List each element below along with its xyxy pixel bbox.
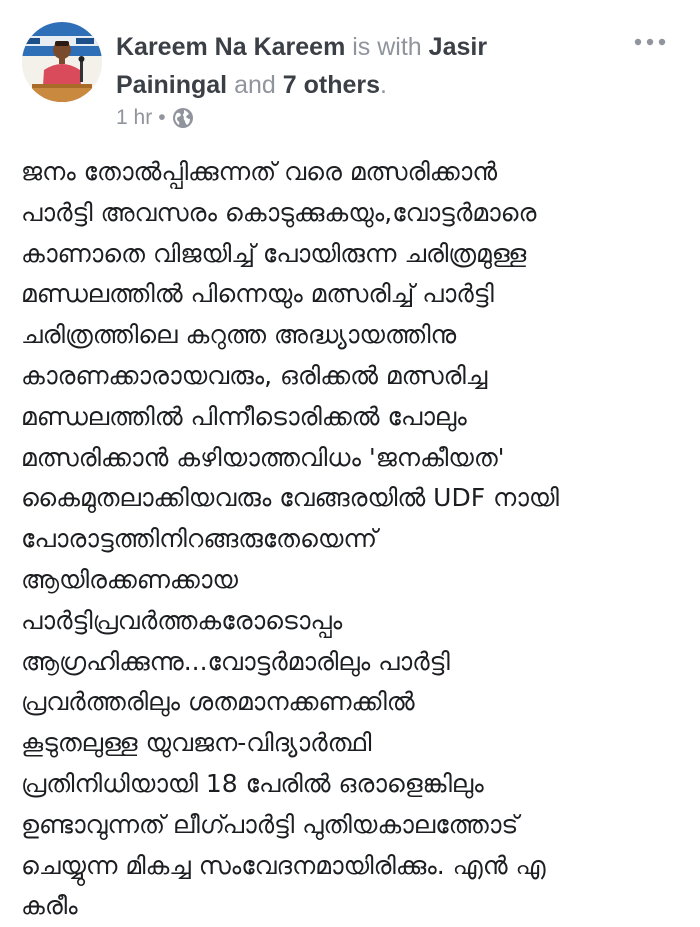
post-text-line: ജനം തോൽപ്പിക്കുന്നത് വരെ മത്സരിക്കാൻ [21,157,498,186]
and-text: and [234,71,276,99]
post-text-line: പ്രവർത്തരിലും ശതമാനക്കണക്കിൽ [21,687,415,717]
tagged-others-link[interactable]: 7 others [282,71,381,99]
avatar-photo [22,22,102,102]
post-header [0,0,700,140]
post-text-line: ആയിരക്കണക്കായ [21,564,238,594]
post-text-line: കൂടുതലുള്ള യുവജന-വിദ്യാർത്ഥി [21,728,372,758]
post-body [21,152,686,927]
post-meta [116,103,194,133]
tagged-user-link[interactable]: Jasir Painingal [116,33,488,99]
post-text-line: കാണാതെ വിജയിച്ച് പോയിരുന്ന ചരിത്രമുള്ള [21,238,527,268]
period-text: . [380,71,387,99]
author-line [116,28,596,104]
with-text: is with [352,33,422,61]
more-options-icon[interactable] [632,30,668,54]
author-name-link[interactable]: Kareem Na Kareem [116,33,346,61]
post-text-line: പ്രതിനിധിയായി 18 പേരിൽ ഒരാളെങ്കിലും [21,768,484,798]
post-text-line: മണ്ഡലത്തിൽ പിന്നീടൊരിക്കൽ പോലും [21,401,467,431]
avatar[interactable] [22,22,102,102]
post-text-line: കൈമുതലാക്കിയവരും വേങ്ങരയിൽ UDF നായി [21,483,559,513]
post-text-line: ആഗ്രഹിക്കുന്നു...വോട്ടർമാരിലും പാർട്ടി [21,646,450,676]
globe-icon[interactable] [172,107,194,129]
post-text-line: പാർട്ടി അവസരം കൊടുക്കുകയും,വോട്ടർമാരെ [21,197,537,227]
meta-separator: • [158,106,166,129]
timestamp-link[interactable]: 1 hr [116,106,153,129]
post-text-line: ചെയ്യുന്ന മികച്ച സംവേദനമായിരിക്കും. എൻ എ [21,850,546,880]
post-text-line: പോരാട്ടത്തിനിറങ്ങരുതേയെന്ന് [21,524,378,554]
post-text-line: മത്സരിക്കാൻ കഴിയാത്തവിധം 'ജനകീയത' [21,442,505,472]
post-text-line: കരീം [21,891,78,921]
post-text-line: പാർട്ടിപ്രവർത്തകരോടൊപ്പം [21,605,343,635]
post-text-line: ചരിത്രത്തിലെ കറുത്ത അദ്ധ്യായത്തിനു [21,320,457,350]
post-text-line: ഉണ്ടാവുന്നത് ലീഗ്പാർട്ടി പുതിയകാലത്തോട് [21,809,519,839]
post-text-line: കാരണക്കാരായവരും, ഒരിക്കൽ മത്സരിച്ച [21,360,488,390]
post-text-line: മണ്ഡലത്തിൽ പിന്നെയും മത്സരിച്ച് പാർട്ടി [21,279,494,309]
